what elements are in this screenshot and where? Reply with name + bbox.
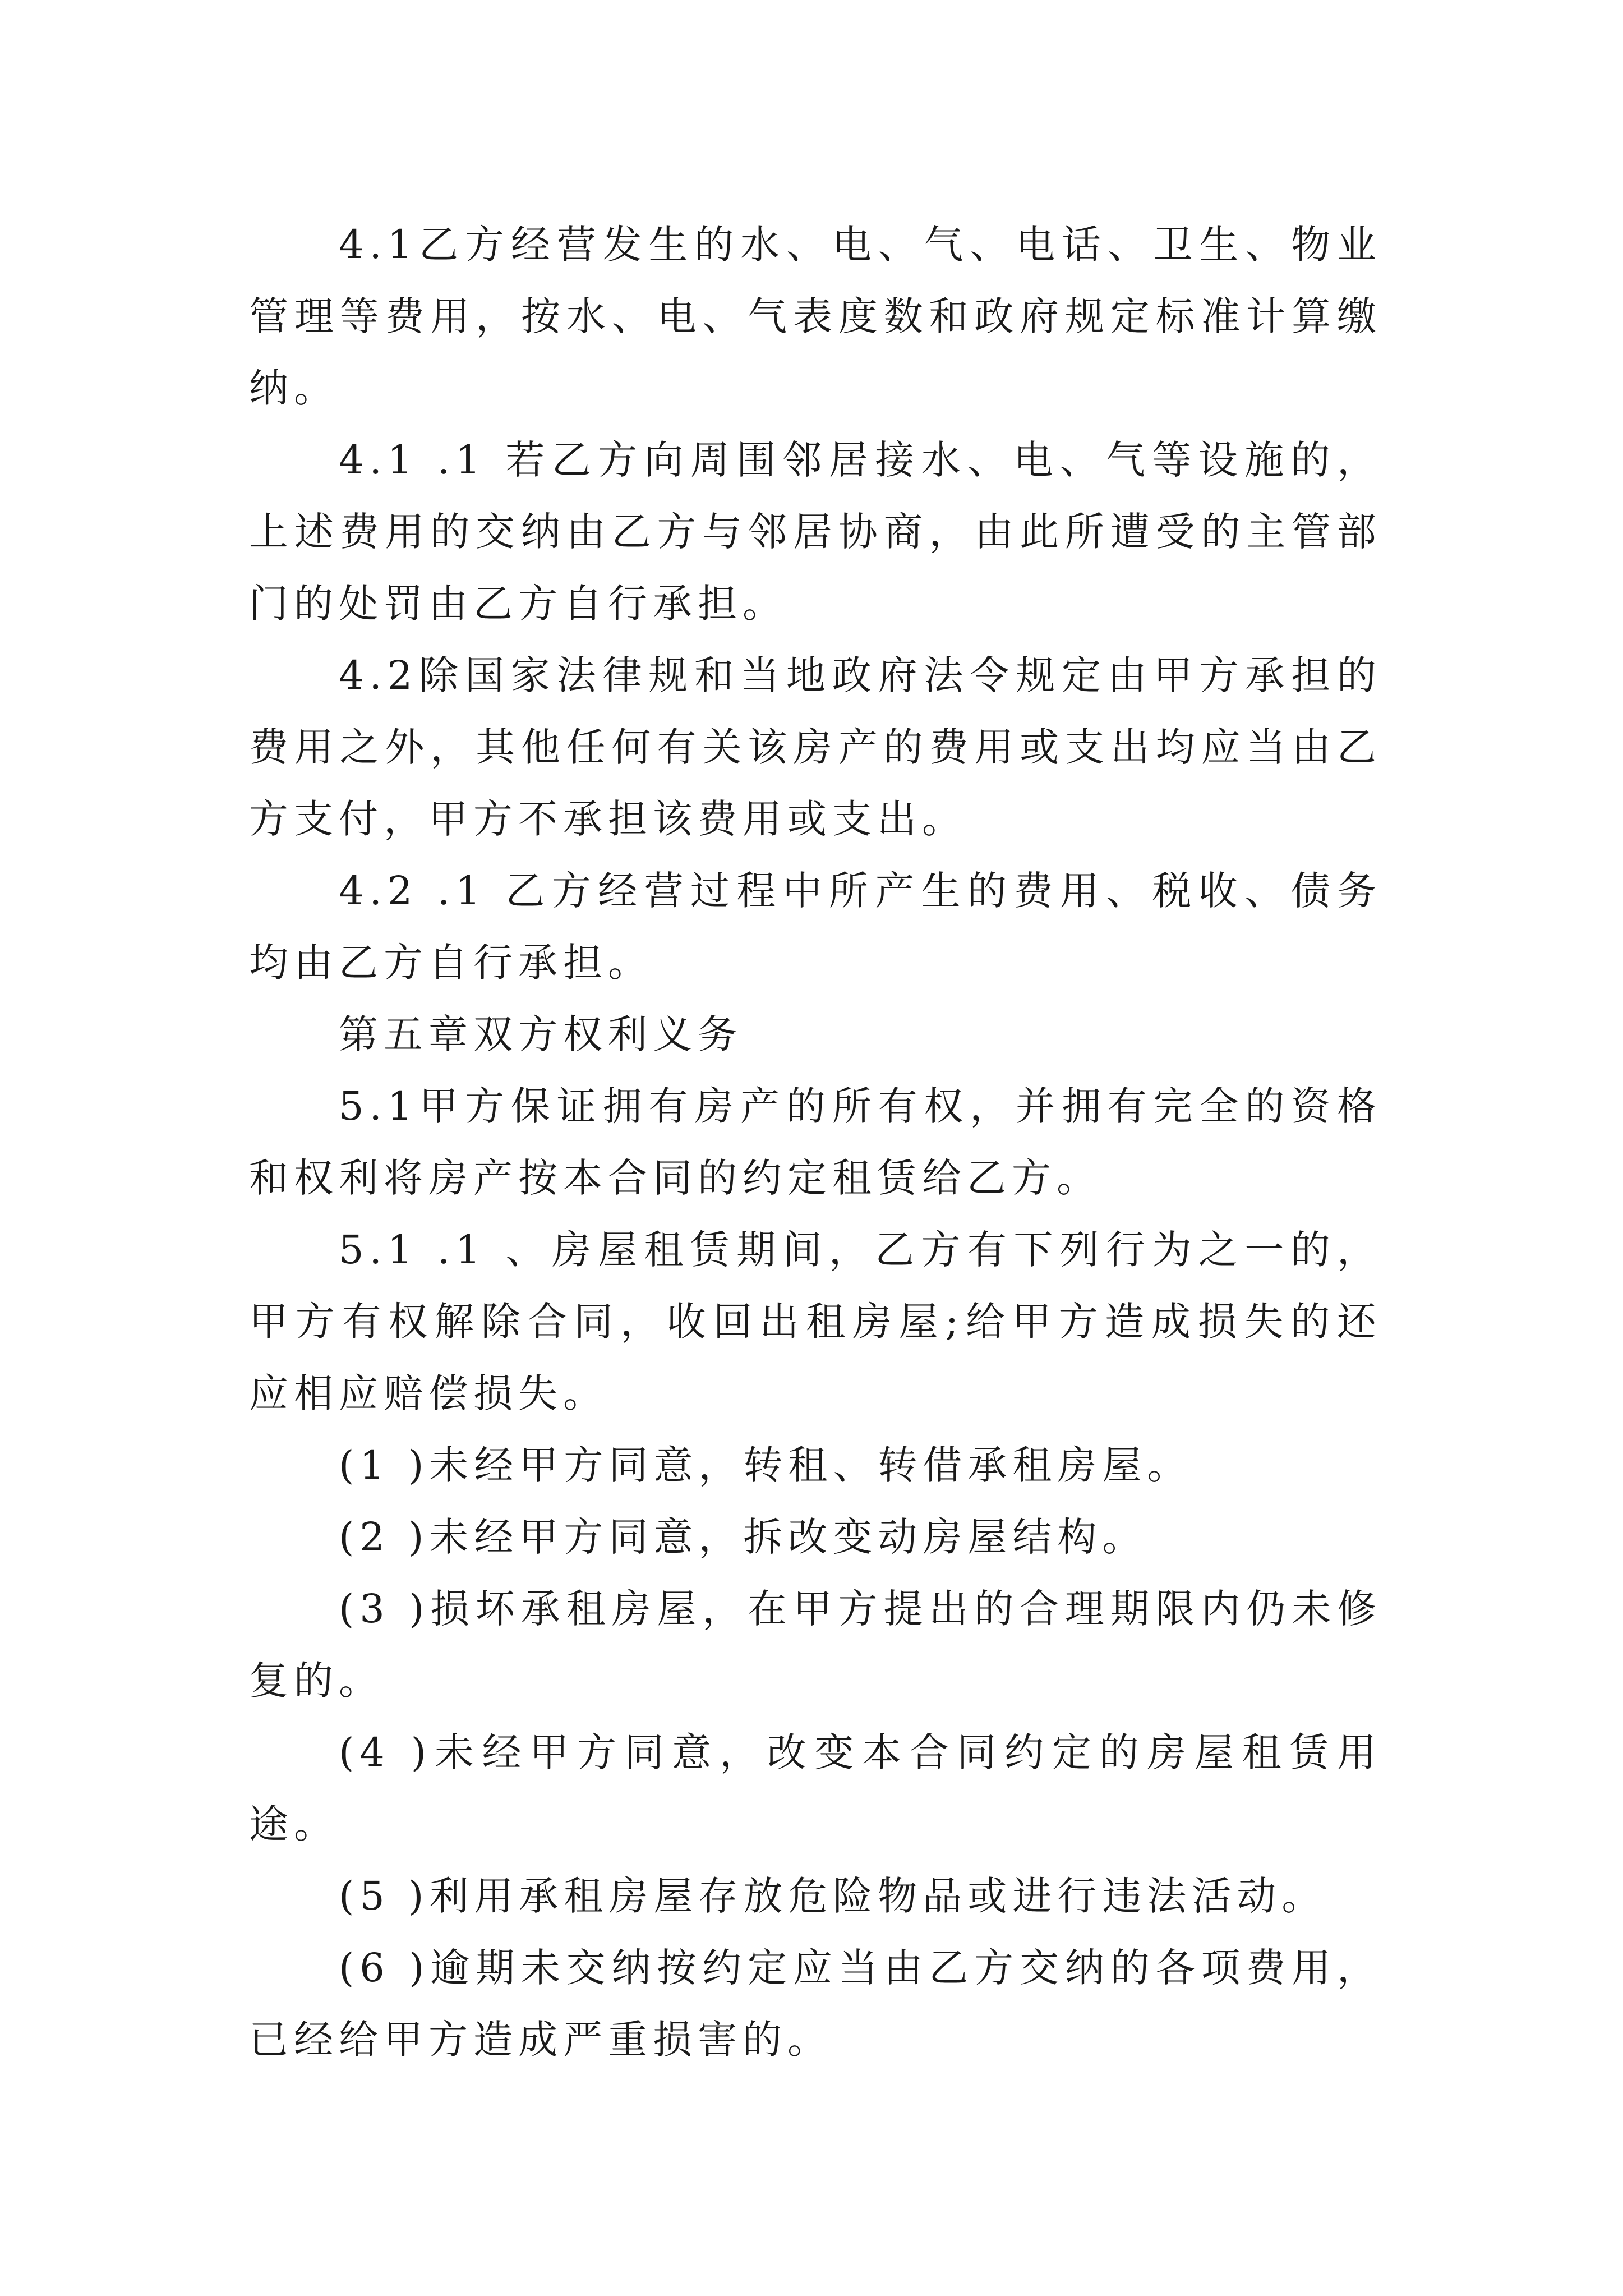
clause-5-1-1: 5.1 .1 、房屋租赁期间，乙方有下列行为之一的，甲方有权解除合同，收回出租房屋;给甲方造成损失的还应相应赔偿损失。	[249, 1227, 1382, 1416]
clause-4-2-1: 4.2 .1 乙方经营过程中所产生的费用、税收、债务均由乙方自行承担。	[249, 868, 1382, 986]
list-item-5: (5 )利用承租房屋存放危险物品或进行违法活动。	[339, 1873, 1327, 1919]
list-item-1: (1 )未经甲方同意，转租、转借承租房屋。	[339, 1442, 1192, 1488]
document-body	[249, 209, 1382, 2076]
clause-4-2: 4.2除国家法律规和当地政府法令规定由甲方承担的费用之外，其他任何有关该房产的费用或支出均应当由乙方支付，甲方不承担该费用或支出。	[249, 652, 1382, 842]
chapter-5-heading: 第五章双方权利义务	[339, 1011, 743, 1057]
clause-4-1: 4.1乙方经营发生的水、电、气、电话、卫生、物业管理等费用，按水、电、气表度数和政府规定标准计算缴纳。	[249, 222, 1382, 411]
clause-5-1: 5.1甲方保证拥有房产的所有权，并拥有完全的资格和权利将房产按本合同的约定租赁给乙方。	[249, 1083, 1382, 1201]
clause-4-1-1: 4.1 .1 若乙方向周围邻居接水、电、气等设施的，上述费用的交纳由乙方与邻居协商，由此所遭受的主管部门的处罚由乙方自行承担。	[249, 437, 1382, 627]
list-item-4: (4 )未经甲方同意，改变本合同约定的房屋租赁用途。	[249, 1729, 1382, 1847]
list-item-6: (6 )逾期未交纳按约定应当由乙方交纳的各项费用，已经给甲方造成严重损害的。	[249, 1945, 1382, 2063]
list-item-2: (2 )未经甲方同意，拆改变动房屋结构。	[339, 1514, 1147, 1560]
list-item-3: (3 )损坏承租房屋，在甲方提出的合理期限内仍未修复的。	[249, 1586, 1382, 1704]
